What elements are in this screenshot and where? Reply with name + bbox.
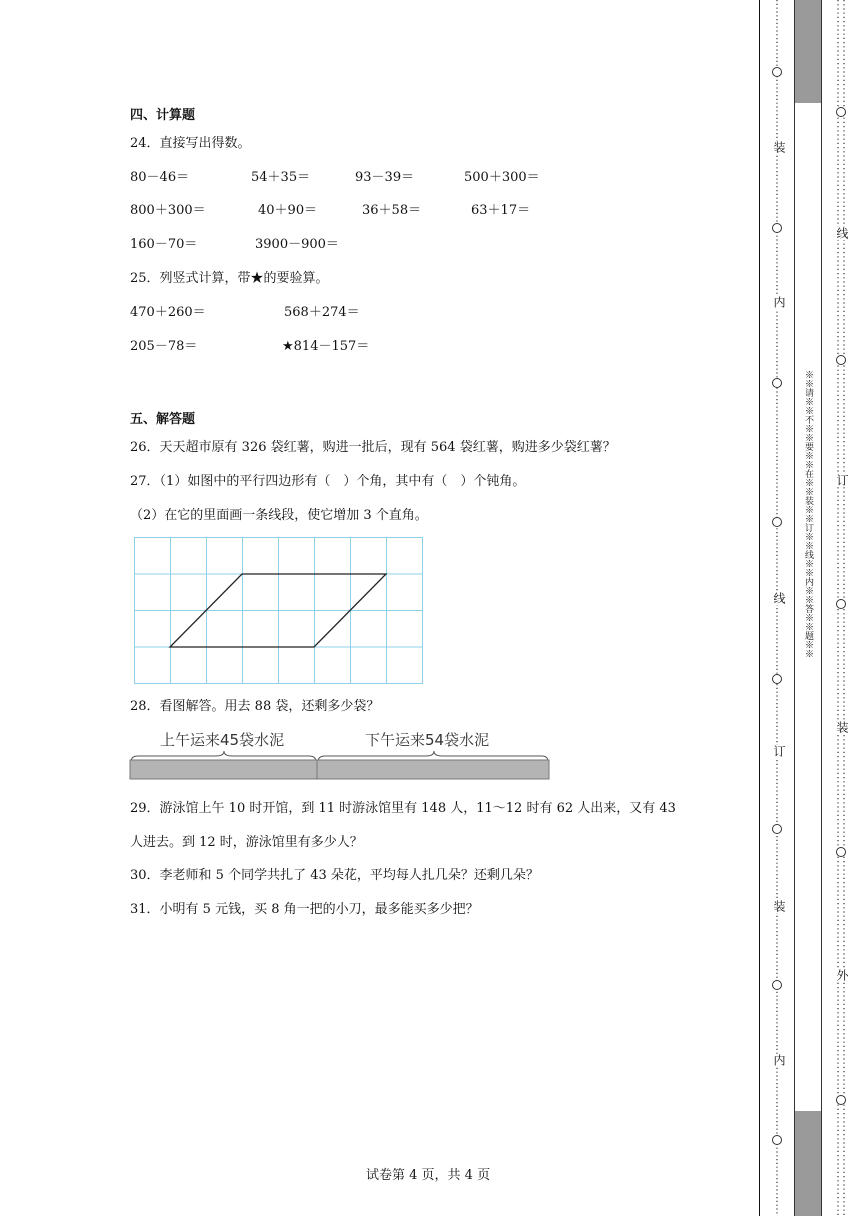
margin-warning-note: ※※请※※不※※要※※在※※装※※订※※线※※内※※答※※题※※	[803, 370, 813, 658]
q30: 30．李老师和 5 个同学共扎了 43 朵花，平均每人扎几朵？还剩几朵？	[130, 868, 539, 883]
binding-line-outer	[759, 0, 760, 1216]
q24-item: 800＋300＝	[130, 203, 206, 218]
q24-item: 36＋58＝	[362, 203, 422, 218]
margin-char: 内	[772, 296, 786, 309]
outer-dotted-line	[832, 0, 850, 1216]
q24-item: 3900－900＝	[255, 237, 339, 252]
page-footer: 试卷第 4 页，共 4 页	[366, 1168, 491, 1183]
q29-line1: 29．游泳馆上午 10 时开馆，到 11 时游泳馆里有 148 人，11～12 时有 62 人出来，又有 43	[130, 801, 676, 816]
band-gray-bottom	[795, 1111, 821, 1216]
margin-char: 装	[772, 141, 786, 154]
margin-char: 装	[835, 721, 849, 734]
q25-item: 205－78＝	[130, 339, 198, 354]
q28-label-left: 上午运来45袋水泥	[160, 731, 285, 749]
q24-item: 500＋300＝	[464, 170, 540, 185]
margin-char: 订	[772, 745, 786, 758]
q31: 31．小明有 5 元钱，买 8 角一把的小刀，最多能买多少把？	[130, 902, 479, 917]
q24-stem: 24．直接写出得数。	[130, 136, 251, 151]
q25-item: ★814－157＝	[282, 339, 370, 354]
band-gray-top	[795, 0, 821, 103]
q24-item: 40＋90＝	[258, 203, 318, 218]
margin-char: 线	[835, 227, 849, 240]
q27-part1: 27．（1）如图中的平行四边形有（ ）个角，其中有（ ）个钝角。	[130, 474, 526, 489]
inner-dotted-line	[770, 0, 784, 1216]
q27-part2: （2）在它的里面画一条线段，使它增加 3 个直角。	[130, 508, 428, 523]
margin-char: 内	[772, 1054, 786, 1067]
q24-item: 160－70＝	[130, 237, 198, 252]
q25-item: 568＋274＝	[284, 305, 360, 320]
q26: 26．天天超市原有 326 袋红薯，购进一批后，现有 564 袋红薯，购进多少袋红薯？	[130, 440, 616, 455]
q25-stem: 25．列竖式计算，带★的要验算。	[130, 271, 329, 286]
section-5-title: 五、解答题	[130, 412, 196, 427]
parallelogram-grid	[134, 537, 424, 689]
margin-char: 订	[835, 474, 849, 487]
q25-item: 470＋260＝	[130, 305, 206, 320]
q24-item: 80－46＝	[130, 170, 190, 185]
q28-bar-diagram	[128, 748, 552, 784]
q24-item: 63＋17＝	[471, 203, 531, 218]
section-4-title: 四、计算题	[130, 108, 196, 123]
q28-label-right: 下午运来54袋水泥	[365, 731, 490, 749]
margin-char: 装	[772, 900, 786, 913]
q24-item: 54＋35＝	[251, 170, 311, 185]
q24-item: 93－39＝	[355, 170, 415, 185]
margin-char: 线	[772, 592, 786, 605]
q28: 28．看图解答。用去 88 袋，还剩多少袋？	[130, 699, 380, 714]
margin-char: 外	[835, 969, 849, 982]
q29-line2: 人进去。到 12 时，游泳馆里有多少人？	[130, 835, 363, 850]
